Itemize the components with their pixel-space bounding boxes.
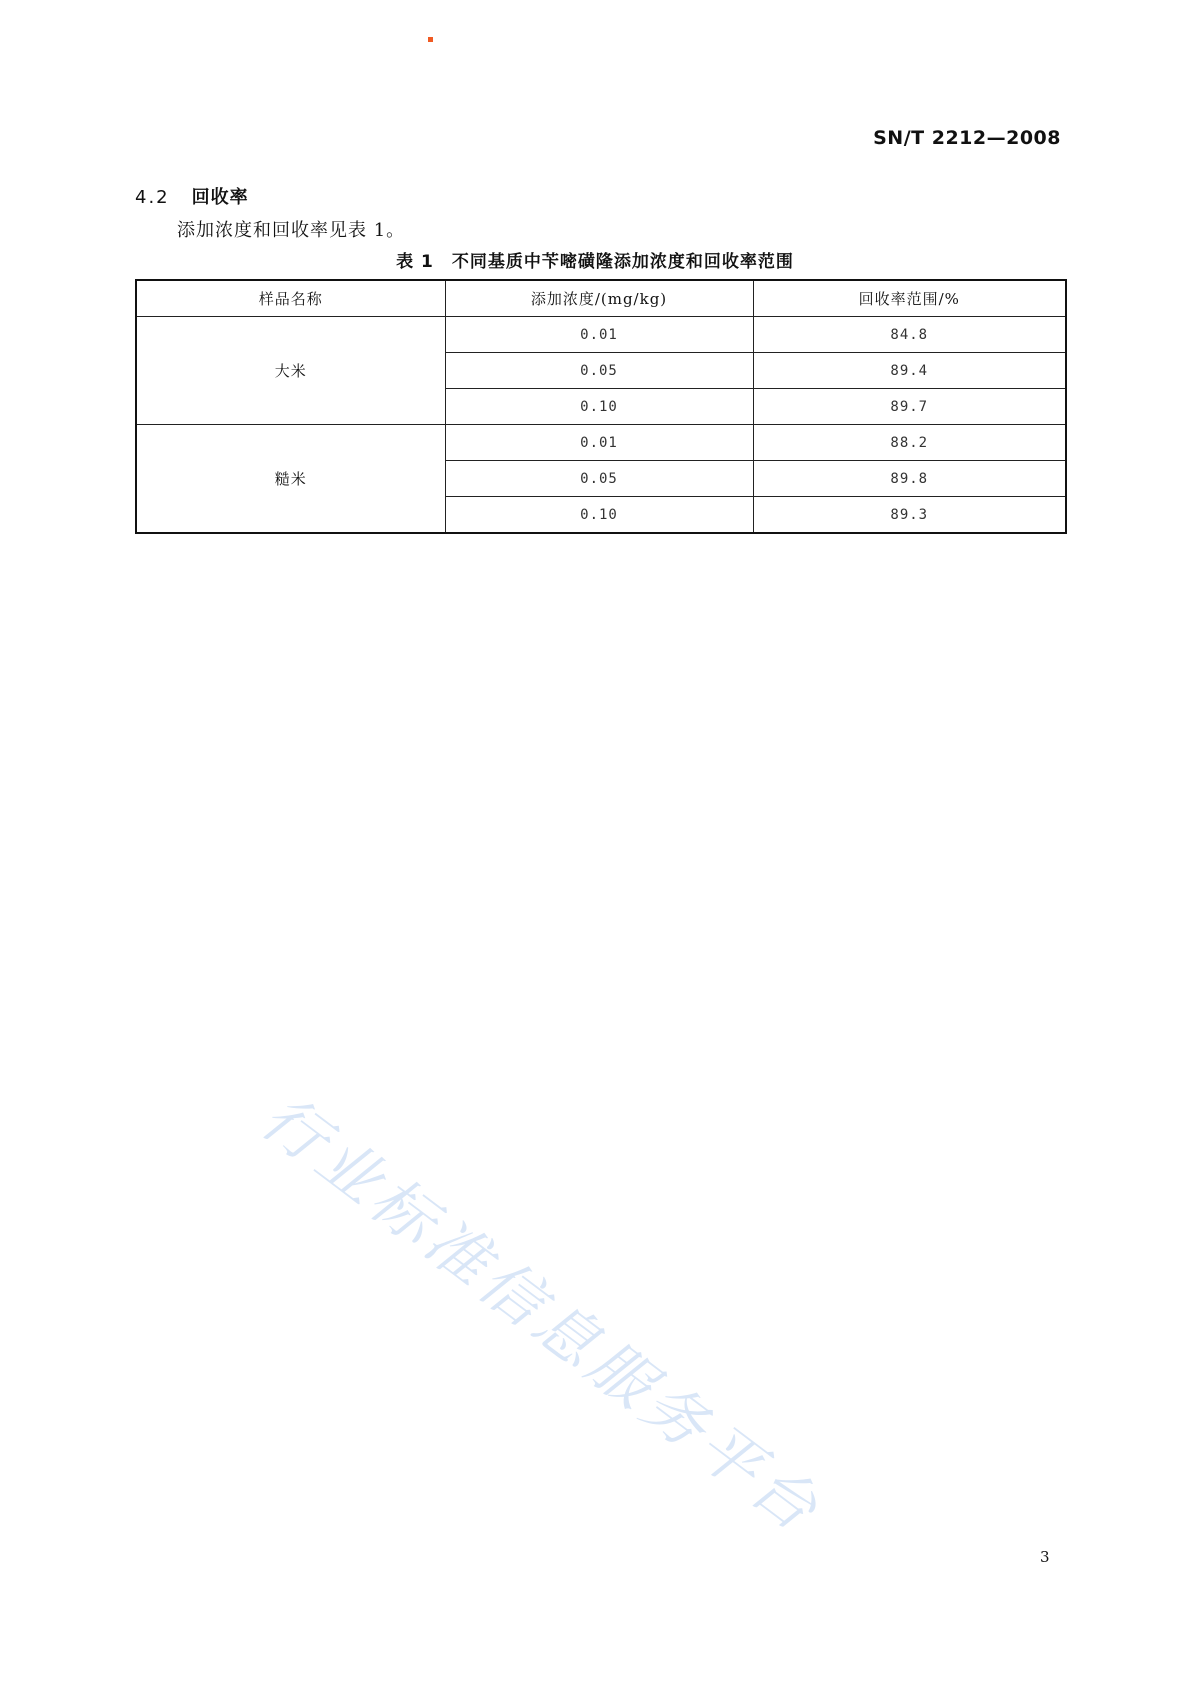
section-body-text: 添加浓度和回收率见表 1。 bbox=[177, 220, 406, 241]
recovery-cell: 89.7 bbox=[753, 389, 1066, 425]
recovery-cell: 88.2 bbox=[753, 425, 1066, 461]
orange-corner-mark bbox=[428, 37, 433, 42]
table-caption-title: 不同基质中苄嘧磺隆添加浓度和回收率范围 bbox=[451, 252, 794, 272]
recovery-cell: 84.8 bbox=[753, 317, 1066, 353]
recovery-cell: 89.3 bbox=[753, 497, 1066, 534]
concentration-cell: 0.01 bbox=[445, 317, 753, 353]
table-caption-number: 表 1 bbox=[396, 252, 434, 272]
table-header-row bbox=[136, 280, 1066, 317]
header-added-concentration: 添加浓度/(mg/kg) bbox=[445, 280, 753, 317]
recovery-cell: 89.4 bbox=[753, 353, 1066, 389]
section-heading bbox=[135, 183, 249, 209]
concentration-cell: 0.05 bbox=[445, 461, 753, 497]
section-number: 4.2 bbox=[135, 187, 170, 208]
recovery-table bbox=[135, 279, 1067, 534]
header-sample-name: 样品名称 bbox=[136, 280, 445, 317]
concentration-cell: 0.10 bbox=[445, 389, 753, 425]
sample-name-cell: 大米 bbox=[136, 317, 445, 425]
page-number: 3 bbox=[1040, 1548, 1050, 1566]
section-title: 回收率 bbox=[191, 187, 249, 208]
table-caption bbox=[0, 247, 1190, 272]
table-row bbox=[136, 317, 1066, 353]
concentration-cell: 0.05 bbox=[445, 353, 753, 389]
table-row bbox=[136, 425, 1066, 461]
recovery-cell: 89.8 bbox=[753, 461, 1066, 497]
header-recovery-range: 回收率范围/% bbox=[753, 280, 1066, 317]
concentration-cell: 0.01 bbox=[445, 425, 753, 461]
watermark-text: 行业标准信息服务平台 bbox=[248, 1080, 836, 1548]
sample-name-cell: 糙米 bbox=[136, 425, 445, 534]
concentration-cell: 0.10 bbox=[445, 497, 753, 534]
document-code: SN/T 2212—2008 bbox=[873, 127, 1061, 149]
